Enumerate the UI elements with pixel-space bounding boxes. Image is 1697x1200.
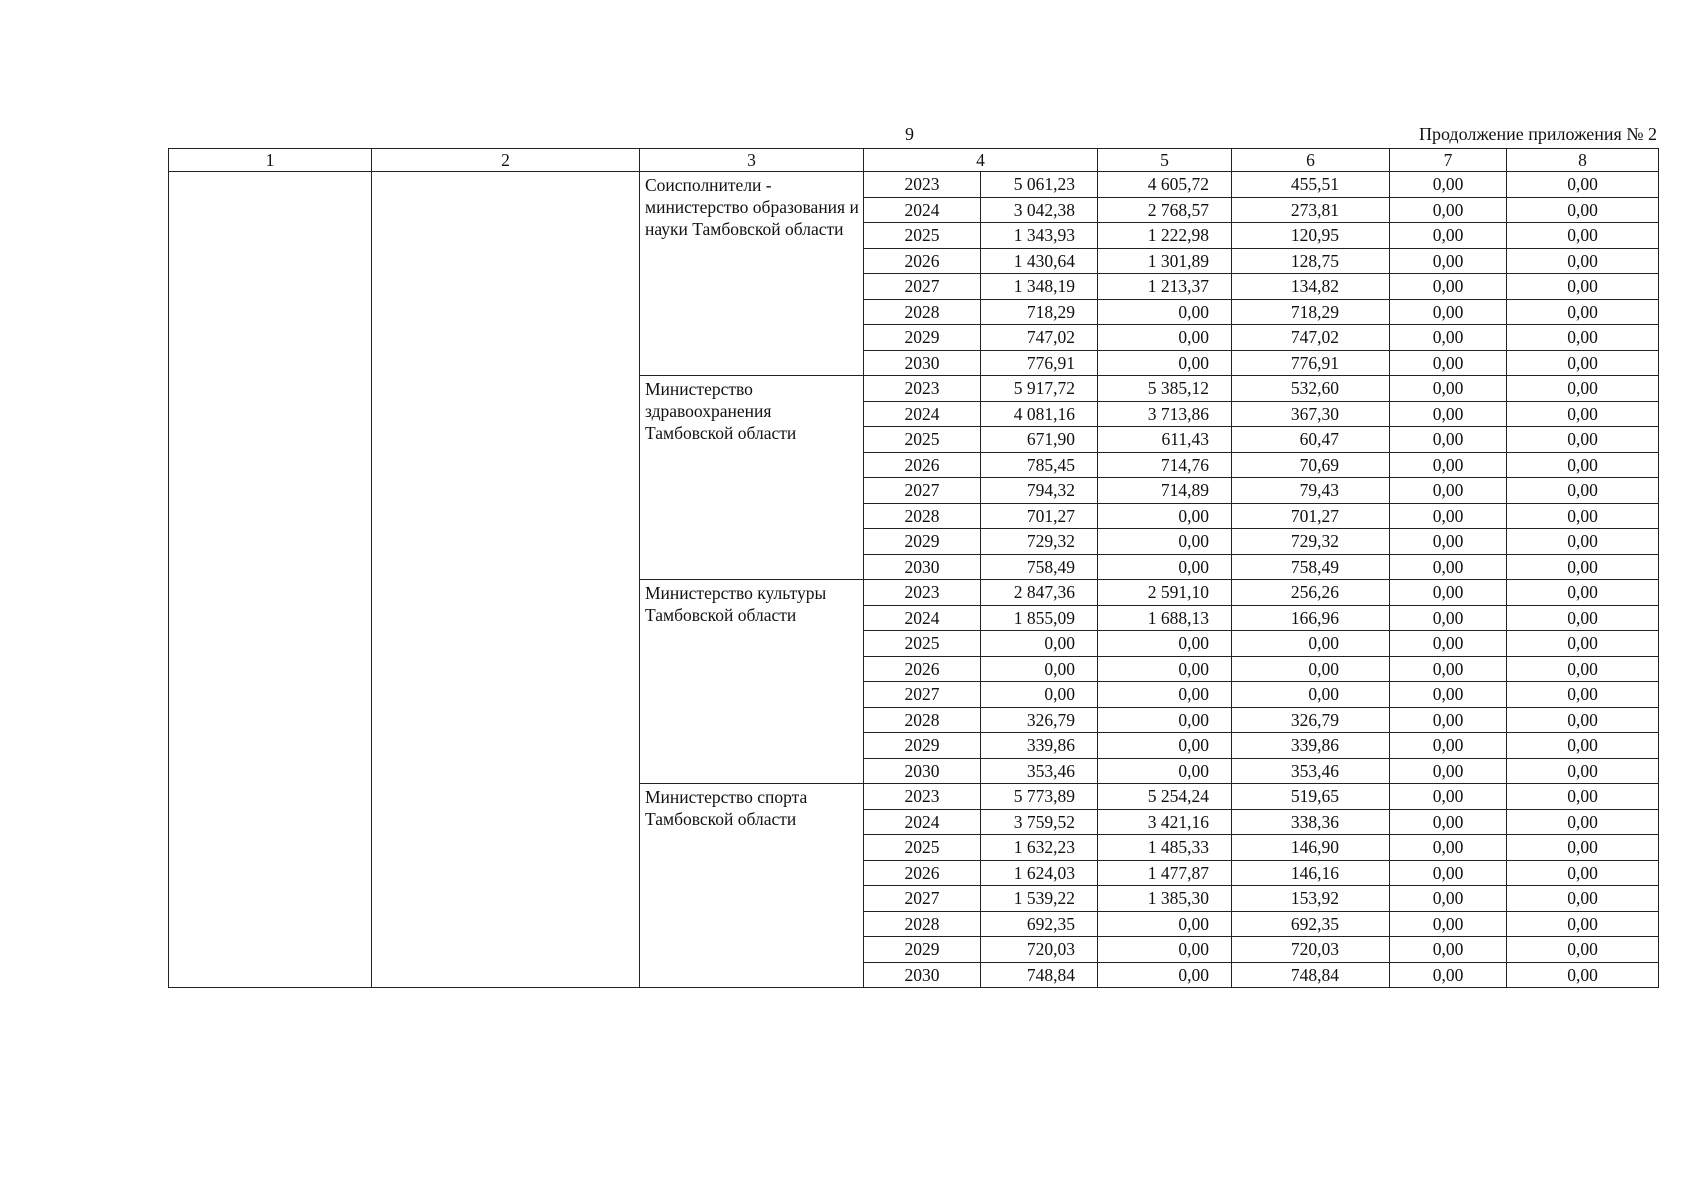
federal-budget-cell: 0,00 [1098, 503, 1232, 529]
extrabudgetary-cell: 0,00 [1507, 427, 1659, 453]
header-cell-8: 8 [1507, 149, 1659, 172]
total-cell: 748,84 [981, 962, 1098, 988]
year-cell: 2023 [864, 172, 981, 198]
local-budget-cell: 0,00 [1390, 350, 1507, 376]
extrabudgetary-cell: 0,00 [1507, 223, 1659, 249]
local-budget-cell: 0,00 [1390, 656, 1507, 682]
local-budget-cell: 0,00 [1390, 427, 1507, 453]
extrabudgetary-cell: 0,00 [1507, 937, 1659, 963]
total-cell: 0,00 [981, 656, 1098, 682]
executor-cell: Министерство спорта Тамбовской области [640, 784, 864, 988]
federal-budget-cell: 0,00 [1098, 937, 1232, 963]
header-cell-4: 4 [864, 149, 1098, 172]
regional-budget-cell: 0,00 [1232, 656, 1390, 682]
extrabudgetary-cell: 0,00 [1507, 554, 1659, 580]
local-budget-cell: 0,00 [1390, 962, 1507, 988]
year-cell: 2025 [864, 427, 981, 453]
continuation-caption: Продолжение приложения № 2 [1418, 124, 1657, 144]
column-1-cell [169, 172, 372, 988]
local-budget-cell: 0,00 [1390, 478, 1507, 504]
year-cell: 2029 [864, 733, 981, 759]
extrabudgetary-cell: 0,00 [1507, 784, 1659, 810]
header-cell-3: 3 [640, 149, 864, 172]
year-cell: 2025 [864, 223, 981, 249]
local-budget-cell: 0,00 [1390, 605, 1507, 631]
federal-budget-cell: 0,00 [1098, 325, 1232, 351]
federal-budget-cell: 0,00 [1098, 911, 1232, 937]
regional-budget-cell: 747,02 [1232, 325, 1390, 351]
extrabudgetary-cell: 0,00 [1507, 656, 1659, 682]
regional-budget-cell: 0,00 [1232, 682, 1390, 708]
local-budget-cell: 0,00 [1390, 452, 1507, 478]
total-cell: 1 539,22 [981, 886, 1098, 912]
extrabudgetary-cell: 0,00 [1507, 631, 1659, 657]
local-budget-cell: 0,00 [1390, 758, 1507, 784]
total-cell: 758,49 [981, 554, 1098, 580]
regional-budget-cell: 532,60 [1232, 376, 1390, 402]
extrabudgetary-cell: 0,00 [1507, 605, 1659, 631]
extrabudgetary-cell: 0,00 [1507, 529, 1659, 555]
regional-budget-cell: 701,27 [1232, 503, 1390, 529]
regional-budget-cell: 776,91 [1232, 350, 1390, 376]
total-cell: 4 081,16 [981, 401, 1098, 427]
regional-budget-cell: 60,47 [1232, 427, 1390, 453]
federal-budget-cell: 0,00 [1098, 733, 1232, 759]
local-budget-cell: 0,00 [1390, 376, 1507, 402]
regional-budget-cell: 326,79 [1232, 707, 1390, 733]
total-cell: 1 430,64 [981, 248, 1098, 274]
year-cell: 2029 [864, 529, 981, 555]
local-budget-cell: 0,00 [1390, 172, 1507, 198]
extrabudgetary-cell: 0,00 [1507, 707, 1659, 733]
federal-budget-cell: 611,43 [1098, 427, 1232, 453]
extrabudgetary-cell: 0,00 [1507, 299, 1659, 325]
year-cell: 2029 [864, 325, 981, 351]
federal-budget-cell: 3 421,16 [1098, 809, 1232, 835]
local-budget-cell: 0,00 [1390, 580, 1507, 606]
extrabudgetary-cell: 0,00 [1507, 325, 1659, 351]
year-cell: 2024 [864, 809, 981, 835]
local-budget-cell: 0,00 [1390, 682, 1507, 708]
local-budget-cell: 0,00 [1390, 937, 1507, 963]
extrabudgetary-cell: 0,00 [1507, 197, 1659, 223]
regional-budget-cell: 79,43 [1232, 478, 1390, 504]
regional-budget-cell: 455,51 [1232, 172, 1390, 198]
federal-budget-cell: 1 688,13 [1098, 605, 1232, 631]
total-cell: 5 061,23 [981, 172, 1098, 198]
total-cell: 1 855,09 [981, 605, 1098, 631]
total-cell: 701,27 [981, 503, 1098, 529]
page-number: 9 [905, 124, 914, 144]
regional-budget-cell: 692,35 [1232, 911, 1390, 937]
extrabudgetary-cell: 0,00 [1507, 733, 1659, 759]
total-cell: 1 343,93 [981, 223, 1098, 249]
local-budget-cell: 0,00 [1390, 299, 1507, 325]
year-cell: 2027 [864, 682, 981, 708]
local-budget-cell: 0,00 [1390, 860, 1507, 886]
total-cell: 747,02 [981, 325, 1098, 351]
year-cell: 2026 [864, 860, 981, 886]
extrabudgetary-cell: 0,00 [1507, 376, 1659, 402]
financing-table [168, 148, 1659, 988]
regional-budget-cell: 128,75 [1232, 248, 1390, 274]
year-cell: 2030 [864, 350, 981, 376]
federal-budget-cell: 4 605,72 [1098, 172, 1232, 198]
local-budget-cell: 0,00 [1390, 529, 1507, 555]
regional-budget-cell: 70,69 [1232, 452, 1390, 478]
extrabudgetary-cell: 0,00 [1507, 274, 1659, 300]
total-cell: 718,29 [981, 299, 1098, 325]
extrabudgetary-cell: 0,00 [1507, 503, 1659, 529]
extrabudgetary-cell: 0,00 [1507, 452, 1659, 478]
extrabudgetary-cell: 0,00 [1507, 835, 1659, 861]
local-budget-cell: 0,00 [1390, 784, 1507, 810]
year-cell: 2023 [864, 376, 981, 402]
local-budget-cell: 0,00 [1390, 707, 1507, 733]
local-budget-cell: 0,00 [1390, 401, 1507, 427]
extrabudgetary-cell: 0,00 [1507, 758, 1659, 784]
year-cell: 2029 [864, 937, 981, 963]
year-cell: 2026 [864, 452, 981, 478]
year-cell: 2027 [864, 886, 981, 912]
local-budget-cell: 0,00 [1390, 503, 1507, 529]
total-cell: 692,35 [981, 911, 1098, 937]
executor-cell: Соисполнители - министерство образования и науки Тамбовской области [640, 172, 864, 376]
regional-budget-cell: 353,46 [1232, 758, 1390, 784]
year-cell: 2030 [864, 758, 981, 784]
extrabudgetary-cell: 0,00 [1507, 350, 1659, 376]
regional-budget-cell: 120,95 [1232, 223, 1390, 249]
year-cell: 2026 [864, 248, 981, 274]
regional-budget-cell: 720,03 [1232, 937, 1390, 963]
total-cell: 671,90 [981, 427, 1098, 453]
total-cell: 3 042,38 [981, 197, 1098, 223]
extrabudgetary-cell: 0,00 [1507, 401, 1659, 427]
federal-budget-cell: 0,00 [1098, 631, 1232, 657]
year-cell: 2027 [864, 274, 981, 300]
total-cell: 1 348,19 [981, 274, 1098, 300]
year-cell: 2024 [864, 605, 981, 631]
total-cell: 5 773,89 [981, 784, 1098, 810]
header-row [169, 149, 1659, 172]
federal-budget-cell: 3 713,86 [1098, 401, 1232, 427]
total-cell: 3 759,52 [981, 809, 1098, 835]
total-cell: 729,32 [981, 529, 1098, 555]
local-budget-cell: 0,00 [1390, 223, 1507, 249]
local-budget-cell: 0,00 [1390, 835, 1507, 861]
federal-budget-cell: 0,00 [1098, 682, 1232, 708]
federal-budget-cell: 0,00 [1098, 707, 1232, 733]
year-cell: 2024 [864, 197, 981, 223]
regional-budget-cell: 339,86 [1232, 733, 1390, 759]
federal-budget-cell: 0,00 [1098, 758, 1232, 784]
regional-budget-cell: 519,65 [1232, 784, 1390, 810]
local-budget-cell: 0,00 [1390, 197, 1507, 223]
year-cell: 2023 [864, 784, 981, 810]
header-cell-6: 6 [1232, 149, 1390, 172]
year-cell: 2028 [864, 503, 981, 529]
total-cell: 353,46 [981, 758, 1098, 784]
table-row [169, 172, 1659, 198]
year-cell: 2027 [864, 478, 981, 504]
federal-budget-cell: 0,00 [1098, 529, 1232, 555]
extrabudgetary-cell: 0,00 [1507, 172, 1659, 198]
executor-cell: Министерство здравоохранения Тамбовской области [640, 376, 864, 580]
header-cell-1: 1 [169, 149, 372, 172]
regional-budget-cell: 256,26 [1232, 580, 1390, 606]
federal-budget-cell: 0,00 [1098, 554, 1232, 580]
total-cell: 326,79 [981, 707, 1098, 733]
local-budget-cell: 0,00 [1390, 554, 1507, 580]
federal-budget-cell: 714,76 [1098, 452, 1232, 478]
local-budget-cell: 0,00 [1390, 809, 1507, 835]
federal-budget-cell: 2 591,10 [1098, 580, 1232, 606]
year-cell: 2030 [864, 962, 981, 988]
regional-budget-cell: 718,29 [1232, 299, 1390, 325]
extrabudgetary-cell: 0,00 [1507, 478, 1659, 504]
federal-budget-cell: 1 385,30 [1098, 886, 1232, 912]
extrabudgetary-cell: 0,00 [1507, 911, 1659, 937]
federal-budget-cell: 1 301,89 [1098, 248, 1232, 274]
federal-budget-cell: 0,00 [1098, 962, 1232, 988]
year-cell: 2028 [864, 299, 981, 325]
regional-budget-cell: 758,49 [1232, 554, 1390, 580]
year-cell: 2026 [864, 656, 981, 682]
regional-budget-cell: 134,82 [1232, 274, 1390, 300]
header-cell-7: 7 [1390, 149, 1507, 172]
year-cell: 2030 [864, 554, 981, 580]
header-cell-5: 5 [1098, 149, 1232, 172]
local-budget-cell: 0,00 [1390, 886, 1507, 912]
local-budget-cell: 0,00 [1390, 248, 1507, 274]
regional-budget-cell: 0,00 [1232, 631, 1390, 657]
year-cell: 2024 [864, 401, 981, 427]
total-cell: 0,00 [981, 682, 1098, 708]
year-cell: 2025 [864, 835, 981, 861]
federal-budget-cell: 5 254,24 [1098, 784, 1232, 810]
regional-budget-cell: 273,81 [1232, 197, 1390, 223]
total-cell: 720,03 [981, 937, 1098, 963]
total-cell: 2 847,36 [981, 580, 1098, 606]
local-budget-cell: 0,00 [1390, 325, 1507, 351]
total-cell: 0,00 [981, 631, 1098, 657]
total-cell: 1 632,23 [981, 835, 1098, 861]
federal-budget-cell: 0,00 [1098, 350, 1232, 376]
federal-budget-cell: 1 485,33 [1098, 835, 1232, 861]
regional-budget-cell: 367,30 [1232, 401, 1390, 427]
federal-budget-cell: 1 477,87 [1098, 860, 1232, 886]
column-2-cell [372, 172, 640, 988]
executor-cell: Министерство культуры Тамбовской области [640, 580, 864, 784]
total-cell: 794,32 [981, 478, 1098, 504]
year-cell: 2025 [864, 631, 981, 657]
local-budget-cell: 0,00 [1390, 733, 1507, 759]
regional-budget-cell: 146,90 [1232, 835, 1390, 861]
federal-budget-cell: 1 213,37 [1098, 274, 1232, 300]
local-budget-cell: 0,00 [1390, 274, 1507, 300]
year-cell: 2028 [864, 707, 981, 733]
regional-budget-cell: 748,84 [1232, 962, 1390, 988]
extrabudgetary-cell: 0,00 [1507, 962, 1659, 988]
extrabudgetary-cell: 0,00 [1507, 248, 1659, 274]
extrabudgetary-cell: 0,00 [1507, 860, 1659, 886]
federal-budget-cell: 714,89 [1098, 478, 1232, 504]
federal-budget-cell: 0,00 [1098, 656, 1232, 682]
header-cell-2: 2 [372, 149, 640, 172]
federal-budget-cell: 0,00 [1098, 299, 1232, 325]
total-cell: 1 624,03 [981, 860, 1098, 886]
regional-budget-cell: 146,16 [1232, 860, 1390, 886]
local-budget-cell: 0,00 [1390, 631, 1507, 657]
regional-budget-cell: 729,32 [1232, 529, 1390, 555]
year-cell: 2028 [864, 911, 981, 937]
federal-budget-cell: 5 385,12 [1098, 376, 1232, 402]
regional-budget-cell: 166,96 [1232, 605, 1390, 631]
regional-budget-cell: 153,92 [1232, 886, 1390, 912]
extrabudgetary-cell: 0,00 [1507, 580, 1659, 606]
total-cell: 5 917,72 [981, 376, 1098, 402]
regional-budget-cell: 338,36 [1232, 809, 1390, 835]
total-cell: 785,45 [981, 452, 1098, 478]
total-cell: 776,91 [981, 350, 1098, 376]
federal-budget-cell: 2 768,57 [1098, 197, 1232, 223]
federal-budget-cell: 1 222,98 [1098, 223, 1232, 249]
total-cell: 339,86 [981, 733, 1098, 759]
table-body [169, 149, 1659, 988]
extrabudgetary-cell: 0,00 [1507, 809, 1659, 835]
local-budget-cell: 0,00 [1390, 911, 1507, 937]
extrabudgetary-cell: 0,00 [1507, 682, 1659, 708]
extrabudgetary-cell: 0,00 [1507, 886, 1659, 912]
year-cell: 2023 [864, 580, 981, 606]
